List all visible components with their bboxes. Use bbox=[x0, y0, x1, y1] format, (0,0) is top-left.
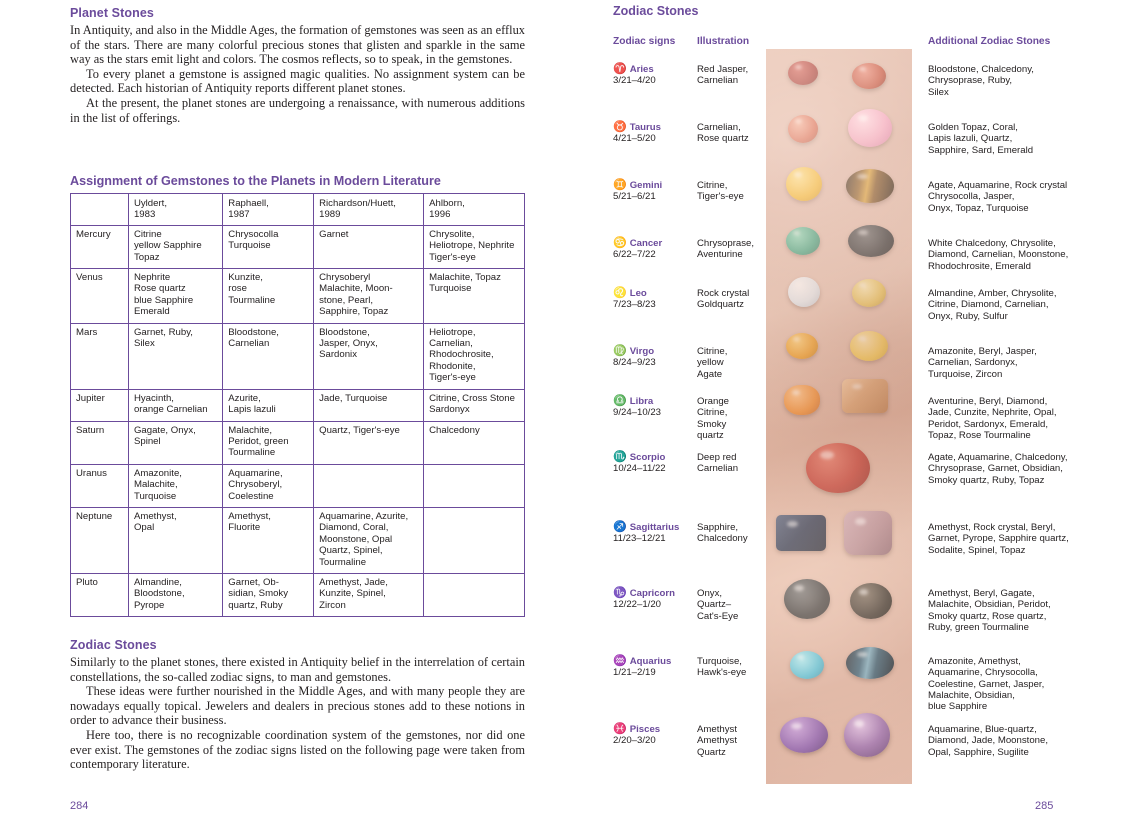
table-cell: Bloodstone, Carnelian bbox=[223, 323, 314, 389]
column-header-signs: Zodiac signs bbox=[613, 36, 676, 47]
gem-highlight bbox=[859, 67, 866, 71]
rock-crystal-brilliant bbox=[788, 277, 820, 307]
zodiac-illustration-stones: Citrine, Tiger's-eye bbox=[697, 180, 744, 203]
table-header-cell: Raphaell, 1987 bbox=[223, 194, 314, 226]
gem-highlight bbox=[795, 119, 802, 123]
zodiac-sign-name: ♐ Sagittarius bbox=[613, 521, 680, 533]
gem-highlight bbox=[792, 390, 800, 395]
table-row bbox=[71, 421, 525, 464]
gem-highlight bbox=[858, 115, 868, 121]
turquoise-cabochon bbox=[790, 651, 824, 679]
planet-table-title: Assignment of Gemstones to the Planets in Modern Literature bbox=[70, 174, 441, 188]
zodiac-sign-name: ♓ Pisces bbox=[613, 723, 661, 735]
planet-assignment-table bbox=[70, 193, 525, 617]
zodiac-illustration-stones: Deep red Carnelian bbox=[697, 452, 739, 475]
gem-highlight bbox=[794, 172, 802, 177]
zodiac-stones-title-right: Zodiac Stones bbox=[613, 4, 699, 18]
table-cell: Amethyst, Jade, Kunzite, Spinel, Zircon bbox=[314, 573, 424, 616]
table-cell: Chrysoberyl Malachite, Moon- stone, Pearl, Sapphire, Topaz bbox=[314, 269, 424, 324]
zodiac-sign-dates: 6/22–7/22 bbox=[613, 249, 656, 261]
chalcedony-cushion bbox=[844, 511, 892, 555]
table-row bbox=[71, 225, 525, 268]
zodiac-additional-stones: Aquamarine, Blue-quartz, Diamond, Jade, Moonstone, Opal, Sapphire, Sugilite bbox=[928, 724, 1048, 758]
red-jasper-cabochon bbox=[788, 61, 818, 85]
gem-highlight bbox=[857, 652, 868, 657]
zodiac-sign-cell bbox=[613, 64, 693, 87]
gem-highlight bbox=[793, 337, 800, 341]
zodiac-sign-dates: 9/24–10/23 bbox=[613, 407, 662, 419]
table-cell: Aquamarine, Chrysoberyl, Coelestine bbox=[223, 464, 314, 507]
sapphire-emerald-cut bbox=[776, 515, 826, 551]
goldquartz-cabochon bbox=[852, 279, 886, 307]
zodiac-sign-cell bbox=[613, 656, 693, 679]
zodiac-cancer-icon: ♋ bbox=[613, 237, 627, 249]
carnelian-round bbox=[788, 115, 818, 143]
zodiac-illustration-stones: Chrysoprase, Aventurine bbox=[697, 238, 755, 261]
gem-highlight bbox=[859, 283, 866, 287]
onyx-cabochon bbox=[784, 579, 830, 619]
table-cell bbox=[424, 464, 525, 507]
zodiac-sign-name: ♊ Gemini bbox=[613, 179, 663, 191]
gem-highlight bbox=[793, 231, 800, 235]
zodiac-virgo-icon: ♍ bbox=[613, 345, 627, 357]
column-header-additional: Additional Zodiac Stones bbox=[928, 36, 1051, 47]
planet-name-cell: Venus bbox=[71, 269, 129, 324]
table-header-cell: Ahlborn, 1996 bbox=[424, 194, 525, 226]
zodiac-additional-stones: Agate, Aquamarine, Rock crystal Chrysocolla, Jasper, Onyx, Topaz, Turquoise bbox=[928, 180, 1068, 214]
zodiac-sign-name: ♌ Leo bbox=[613, 287, 647, 299]
table-cell: Malachite, Topaz Turquoise bbox=[424, 269, 525, 324]
zodiac-sign-dates: 2/20–3/20 bbox=[613, 735, 656, 747]
zodiac-scorpio-icon: ♏ bbox=[613, 451, 627, 463]
planet-name-cell: Saturn bbox=[71, 421, 129, 464]
zodiac-illustration-stones: Turquoise, Hawk's-eye bbox=[697, 656, 747, 679]
table-cell: Chrysolite, Heliotrope, Nephrite Tiger's-eye bbox=[424, 225, 525, 268]
gem-highlight bbox=[820, 451, 834, 459]
left-page-column bbox=[70, 6, 525, 125]
table-cell: Garnet bbox=[314, 225, 424, 268]
zodiac-sign-name: ♑ Capricorn bbox=[613, 587, 676, 599]
zodiac-stones-left-block bbox=[70, 638, 525, 772]
zodiac-sign-dates: 7/23–8/23 bbox=[613, 299, 656, 311]
zodiac-sign-name: ♍ Virgo bbox=[613, 345, 655, 357]
zodiac-additional-stones: Bloodstone, Chalcedony, Chrysoprase, Ruby, Silex bbox=[928, 64, 1034, 98]
zodiac-illustration-stones: Red Jasper, Carnelian bbox=[697, 64, 749, 87]
zodiac-sign-cell bbox=[613, 346, 693, 369]
zodiac-sign-dates: 1/21–2/19 bbox=[613, 667, 656, 679]
quartz-cats-eye-cabochon bbox=[850, 583, 892, 619]
page-number-left: 284 bbox=[70, 800, 89, 812]
table-cell: Amethyst, Opal bbox=[128, 507, 222, 573]
table-cell: Amazonite, Malachite, Turquoise bbox=[128, 464, 222, 507]
table-header-cell: Uyldert, 1983 bbox=[128, 194, 222, 226]
zodiac-sign-name: ♏ Scorpio bbox=[613, 451, 666, 463]
table-cell: Jade, Turquoise bbox=[314, 389, 424, 421]
table-cell: Kunzite, rose Tourmaline bbox=[223, 269, 314, 324]
zodiac-sign-dates: 12/22–1/20 bbox=[613, 599, 662, 611]
table-cell bbox=[314, 464, 424, 507]
table-cell: Heliotrope, Carnelian, Rhodochrosite, Rhodonite, Tiger's-eye bbox=[424, 323, 525, 389]
zodiac-illustration-stones: Rock crystal Goldquartz bbox=[697, 288, 750, 311]
zodiac-sign-name: ♎ Libra bbox=[613, 395, 654, 407]
planet-name-cell: Mars bbox=[71, 323, 129, 389]
table-row bbox=[71, 389, 525, 421]
planet-table-block bbox=[70, 174, 525, 617]
planet-name-cell: Jupiter bbox=[71, 389, 129, 421]
table-header-row bbox=[71, 194, 525, 226]
gem-highlight bbox=[791, 723, 802, 729]
zodiac-paragraph-1: Similarly to the planet stones, there existed in Antiquity belief in the interrelation of certain constellations, the so-called zodiac signs, to man and gemstones. bbox=[70, 655, 525, 684]
zodiac-additional-stones: Golden Topaz, Coral, Lapis lazuli, Quartz, Sapphire, Sard, Emerald bbox=[928, 122, 1034, 156]
table-header-cell bbox=[71, 194, 129, 226]
zodiac-additional-stones: Amethyst, Rock crystal, Beryl, Garnet, Pyrope, Sapphire quartz, Sodalite, Spinel, Topaz bbox=[928, 522, 1069, 556]
table-cell: Quartz, Tiger's-eye bbox=[314, 421, 424, 464]
table-cell: Aquamarine, Azurite, Diamond, Coral, Moonstone, Opal Quartz, Spinel, Tourmaline bbox=[314, 507, 424, 573]
gem-highlight bbox=[855, 518, 866, 525]
zodiac-pisces-icon: ♓ bbox=[613, 723, 627, 735]
planet-name-cell: Neptune bbox=[71, 507, 129, 573]
table-cell: Amethyst, Fluorite bbox=[223, 507, 314, 573]
yellow-agate-cabochon bbox=[850, 331, 888, 361]
zodiac-illustration-stones: Sapphire, Chalcedony bbox=[697, 522, 748, 545]
zodiac-paragraph-2: These ideas were further nourished in the Middle Ages, and with many people they are nowadays equally topical. Jewelers and dealers in precious stones add to these notions in order to advance their business. bbox=[70, 684, 525, 728]
page-number-right: 285 bbox=[1035, 800, 1054, 812]
table-header-cell: Richardson/Huett, 1989 bbox=[314, 194, 424, 226]
gem-highlight bbox=[852, 384, 862, 389]
table-row bbox=[71, 573, 525, 616]
table-cell bbox=[424, 573, 525, 616]
table-cell: Azurite, Lapis lazuli bbox=[223, 389, 314, 421]
table-cell: Garnet, Ob- sidian, Smoky quartz, Ruby bbox=[223, 573, 314, 616]
table-cell: Citrine yellow Sapphire Topaz bbox=[128, 225, 222, 268]
table-cell bbox=[424, 507, 525, 573]
rose-quartz-oval bbox=[848, 109, 892, 147]
zodiac-sign-cell bbox=[613, 452, 693, 475]
zodiac-sign-dates: 4/21–5/20 bbox=[613, 133, 656, 145]
gem-highlight bbox=[858, 230, 868, 235]
zodiac-sign-dates: 3/21–4/20 bbox=[613, 75, 656, 87]
table-row bbox=[71, 464, 525, 507]
zodiac-sign-cell bbox=[613, 238, 693, 261]
carnelian-cabochon bbox=[852, 63, 886, 89]
zodiac-sign-dates: 10/24–11/22 bbox=[613, 463, 666, 475]
table-row bbox=[71, 507, 525, 573]
zodiac-additional-stones: Amazonite, Beryl, Jasper, Carnelian, Sardonyx, Turquoise, Zircon bbox=[928, 346, 1037, 380]
zodiac-illustration-stones: Carnelian, Rose quartz bbox=[697, 122, 749, 145]
zodiac-sign-name: ♋ Cancer bbox=[613, 237, 663, 249]
table-cell: Malachite, Peridot, green Tourmaline bbox=[223, 421, 314, 464]
zodiac-sign-dates: 11/23–12/21 bbox=[613, 533, 666, 545]
zodiac-additional-stones: White Chalcedony, Chrysolite, Diamond, Carnelian, Moonstone, Rhodochrosite, Emerald bbox=[928, 238, 1069, 272]
zodiac-additional-stones: Aventurine, Beryl, Diamond, Jade, Cunzite, Nephrite, Opal, Peridot, Sardonyx, Emerald, Topaz, Rose Tourmaline bbox=[928, 396, 1057, 441]
right-page-column bbox=[613, 4, 1075, 36]
zodiac-sign-dates: 8/24–9/23 bbox=[613, 357, 656, 369]
zodiac-illustration-stones: Orange Citrine, Smoky quartz bbox=[697, 396, 729, 441]
table-row bbox=[71, 269, 525, 324]
zodiac-sign-name: ♉ Taurus bbox=[613, 121, 661, 133]
planet-stones-paragraph-1: In Antiquity, and also in the Middle Ages, the formation of gemstones was seen as an efflux of the stars. There are many colorful precious stones that glisten and sparkle in the same way as the stars emit light and colors. The cosmos reflects, so to speak, in the gemstones. bbox=[70, 23, 525, 67]
zodiac-sign-cell bbox=[613, 522, 693, 545]
planet-stones-heading: Planet Stones bbox=[70, 6, 154, 20]
planet-stones-paragraph-2: To every planet a gemstone is assigned magic qualities. No assignment system can be detected. Each historian of Antiquity reports different planet stones. bbox=[70, 66, 525, 96]
zodiac-sign-cell bbox=[613, 122, 693, 145]
table-cell: Nephrite Rose quartz blue Sapphire Emerald bbox=[128, 269, 222, 324]
chrysoprase-cabochon bbox=[786, 227, 820, 255]
planet-name-cell: Uranus bbox=[71, 464, 129, 507]
zodiac-additional-stones: Amethyst, Beryl, Gagate, Malachite, Obsidian, Peridot, Smoky quartz, Rose quartz, Ruby, green Tourmaline bbox=[928, 588, 1051, 633]
planet-stones-paragraph-3: At the present, the planet stones are undergoing a renaissance, with numerous additions in the list of offerings. bbox=[70, 95, 525, 125]
smoky-quartz-emerald-cut bbox=[842, 379, 888, 413]
zodiac-sign-cell bbox=[613, 724, 693, 747]
zodiac-sign-cell bbox=[613, 588, 693, 611]
table-cell: Citrine, Cross Stone Sardonyx bbox=[424, 389, 525, 421]
zodiac-illustration-stones: Amethyst Amethyst Quartz bbox=[697, 724, 737, 758]
citrine-faceted bbox=[786, 167, 822, 201]
gem-highlight bbox=[859, 589, 868, 595]
zodiac-sign-name: ♒ Aquarius bbox=[613, 655, 672, 667]
table-cell: Chrysocolla Turquoise bbox=[223, 225, 314, 268]
zodiac-sign-cell bbox=[613, 180, 693, 203]
zodiac-sagittarius-icon: ♐ bbox=[613, 521, 627, 533]
planet-name-cell: Mercury bbox=[71, 225, 129, 268]
gem-highlight bbox=[857, 174, 868, 179]
gem-highlight bbox=[787, 521, 798, 527]
amethyst-quartz-cabochon bbox=[844, 713, 890, 757]
zodiac-paragraph-3: Here too, there is no recognizable coordination system of the gemstones, nor did one ever exist. The gemstones of the zodiac signs listed on the following page were taken from contemporary literature. bbox=[70, 727, 525, 772]
zodiac-taurus-icon: ♉ bbox=[613, 121, 627, 133]
table-cell: Bloodstone, Jasper, Onyx, Sardonix bbox=[314, 323, 424, 389]
zodiac-capricorn-icon: ♑ bbox=[613, 587, 627, 599]
table-cell: Garnet, Ruby, Silex bbox=[128, 323, 222, 389]
zodiac-illustration-stones: Citrine, yellow Agate bbox=[697, 346, 728, 380]
zodiac-sign-cell bbox=[613, 396, 693, 419]
zodiac-additional-stones: Almandine, Amber, Chrysolite, Citrine, Diamond, Carnelian, Onyx, Ruby, Sulfur bbox=[928, 288, 1057, 322]
zodiac-stones-heading: Zodiac Stones bbox=[70, 638, 157, 652]
zodiac-additional-stones: Agate, Aquamarine, Chalcedony, Chrysoprase, Garnet, Obsidian, Smoky quartz, Ruby, Topaz bbox=[928, 452, 1068, 486]
gem-highlight bbox=[854, 720, 864, 727]
zodiac-libra-icon: ♎ bbox=[613, 395, 627, 407]
amethyst-faceted-oval bbox=[780, 717, 828, 753]
zodiac-aquarius-icon: ♒ bbox=[613, 655, 627, 667]
orange-citrine-faceted bbox=[784, 385, 820, 415]
zodiac-leo-icon: ♌ bbox=[613, 287, 627, 299]
gem-highlight bbox=[858, 336, 866, 341]
zodiac-aries-icon: ♈ bbox=[613, 63, 627, 75]
zodiac-sign-cell bbox=[613, 288, 693, 311]
zodiac-illustration-stones: Onyx, Quartz– Cat's-Eye bbox=[697, 588, 739, 622]
planet-name-cell: Pluto bbox=[71, 573, 129, 616]
table-cell: Hyacinth, orange Carnelian bbox=[128, 389, 222, 421]
aventurine-cabochon bbox=[848, 225, 894, 257]
gem-highlight bbox=[794, 585, 804, 591]
zodiac-sign-name: ♈ Aries bbox=[613, 63, 654, 75]
hawks-eye-cabochon bbox=[846, 647, 894, 679]
table-row bbox=[71, 323, 525, 389]
table-cell: Gagate, Onyx, Spinel bbox=[128, 421, 222, 464]
table-cell: Chalcedony bbox=[424, 421, 525, 464]
gem-highlight bbox=[795, 282, 802, 287]
zodiac-gemini-icon: ♊ bbox=[613, 179, 627, 191]
gem-highlight bbox=[795, 65, 802, 69]
gem-highlight bbox=[797, 655, 804, 659]
column-header-illustration: Illustration bbox=[697, 36, 750, 47]
gemstone-photo-plate bbox=[766, 49, 912, 784]
deep-red-carnelian-cabochon bbox=[806, 443, 870, 493]
citrine-cabochon bbox=[786, 333, 818, 359]
zodiac-additional-stones: Amazonite, Amethyst, Aquamarine, Chrysocolla, Coelestine, Garnet, Jasper, Malachite, Obsidian, blue Sapphire bbox=[928, 656, 1045, 713]
table-cell: Almandine, Bloodstone, Pyrope bbox=[128, 573, 222, 616]
tigers-eye-cabochon bbox=[846, 169, 894, 203]
zodiac-sign-dates: 5/21–6/21 bbox=[613, 191, 656, 203]
